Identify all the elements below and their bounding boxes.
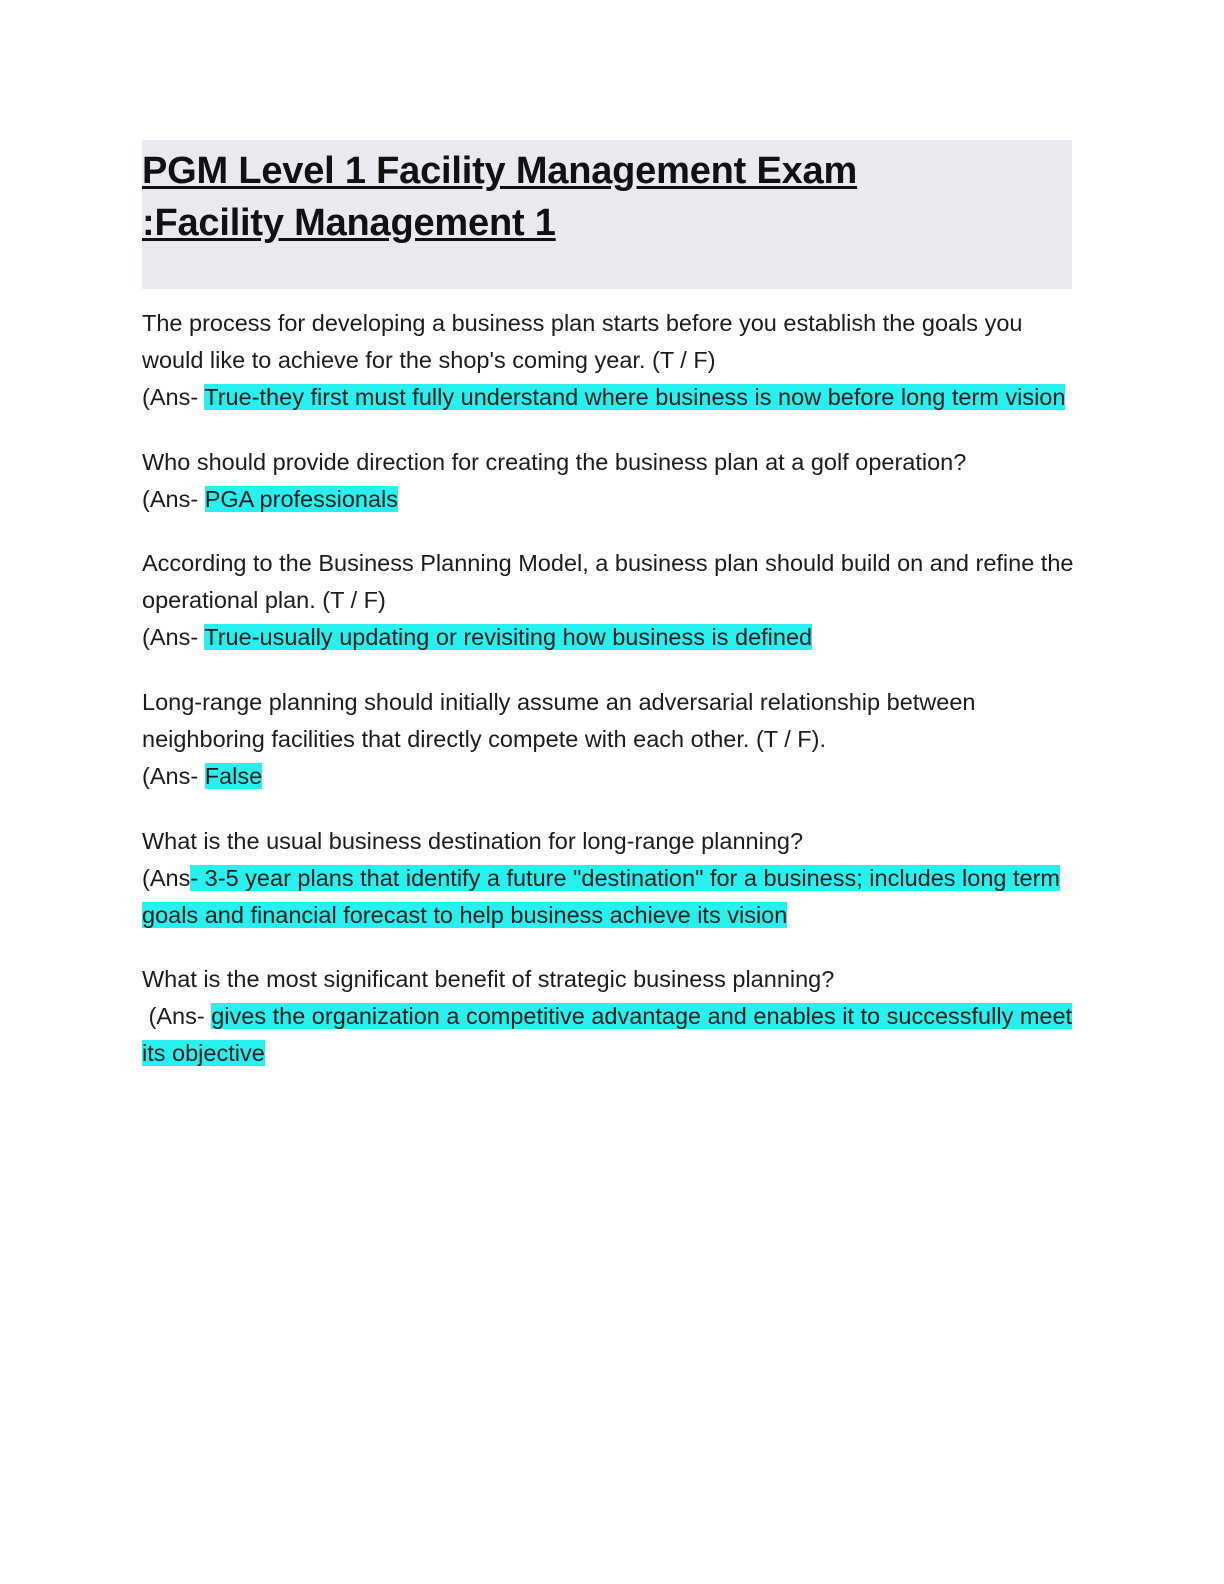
answer-text: False: [204, 762, 263, 789]
answer-line: [142, 998, 1082, 1072]
page-title-line-1: PGM Level 1 Facility Management Exam: [142, 150, 858, 192]
answer-lead: (Ans-: [142, 762, 205, 789]
answer-line: [142, 860, 1082, 934]
question-text: Long-range planning should initially assume an adversarial relationship between neighboring facilities that directly compete with each other. (T / F).: [142, 689, 976, 753]
answer-lead: (Ans-: [142, 383, 205, 410]
answer-text: - 3-5 year plans that identify a future "destination" for a business; includes long term goals and financial forecast to help business achieve its vision: [142, 864, 1061, 928]
answer-line: [142, 379, 1082, 416]
title-block: [142, 140, 1072, 289]
answer-line: [142, 758, 1082, 795]
question-text: The process for developing a business plan starts before you establish the goals you would like to achieve for the shop's coming year. (T / F): [142, 310, 1023, 373]
qa-item: [142, 961, 1082, 1072]
qa-list: [142, 305, 1082, 1100]
answer-text: PGA professionals: [204, 485, 399, 512]
qa-item: [142, 444, 1082, 518]
qa-item: [142, 684, 1082, 795]
question-text: Who should provide direction for creating the business plan at a golf operation?: [142, 448, 967, 475]
answer-text: True-they first must fully understand where business is now before long term vision: [204, 383, 1066, 410]
answer-lead: (Ans-: [142, 624, 205, 651]
answer-line: [142, 481, 1082, 518]
answer-line: [142, 619, 1082, 656]
qa-item: [142, 823, 1082, 934]
question-text: According to the Business Planning Model, a business plan should build on and refine the operational plan. (T / F): [142, 550, 1074, 614]
page-title-line-2: :Facility Management 1: [142, 201, 556, 244]
answer-lead: (Ans-: [142, 485, 205, 512]
qa-item: [142, 305, 1082, 416]
answer-text: True-usually updating or revisiting how business is defined: [204, 624, 813, 651]
answer-lead: (Ans: [142, 864, 191, 891]
qa-item: [142, 545, 1082, 656]
question-text: What is the usual business destination for long-range planning?: [142, 827, 804, 854]
question-text: What is the most significant benefit of strategic business planning?: [142, 966, 835, 993]
answer-lead: (Ans-: [142, 1003, 212, 1030]
answer-text: gives the organization a competitive advantage and enables it to successfully meet its objective: [142, 1003, 1073, 1067]
page-title: [142, 146, 1072, 249]
